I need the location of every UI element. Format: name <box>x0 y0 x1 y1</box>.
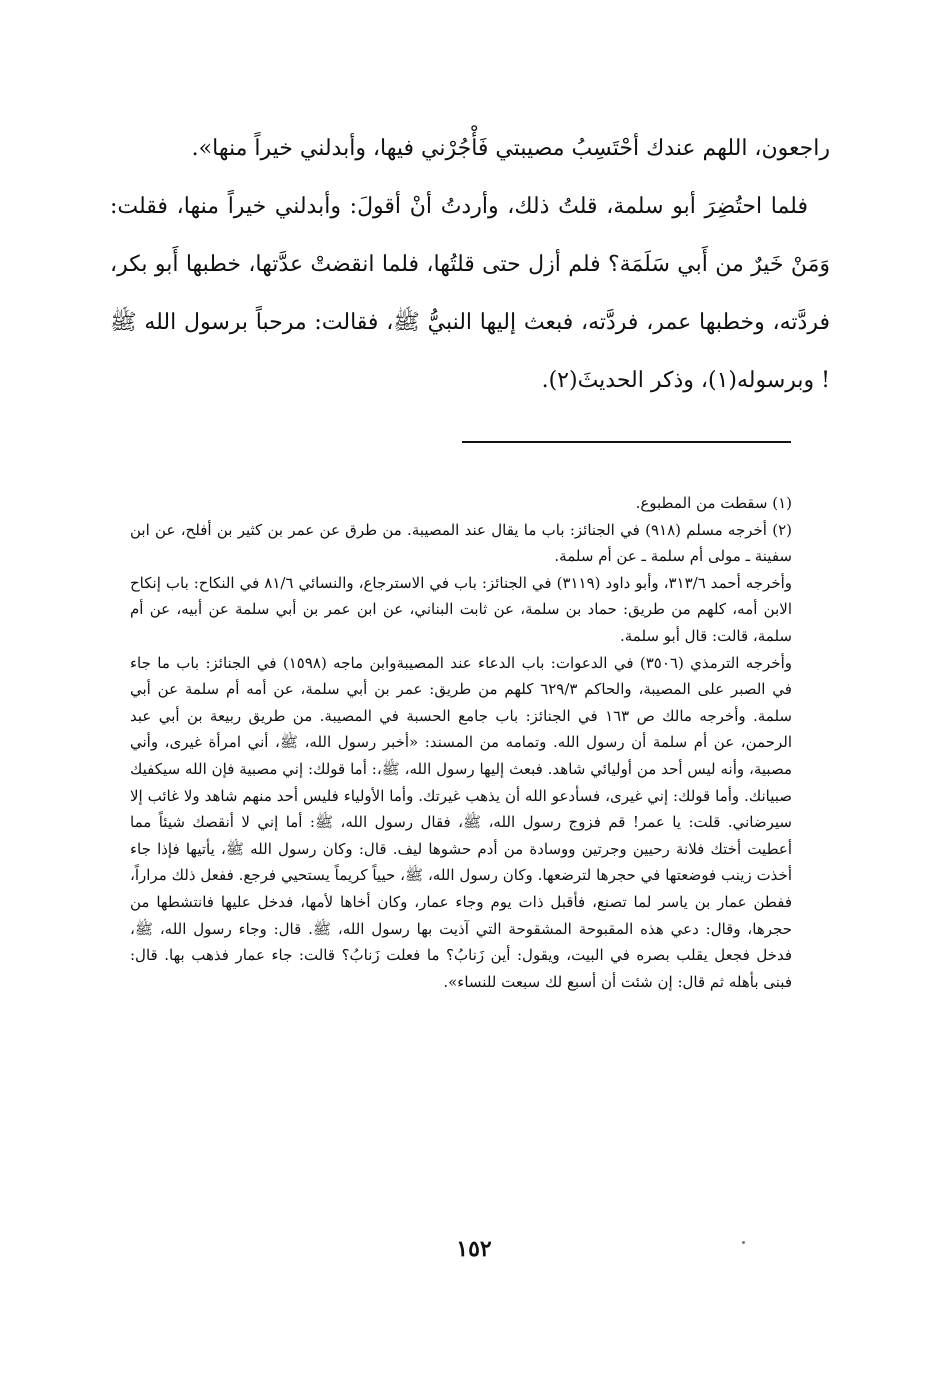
footnote-2-continuation-ahmad: وأخرجه أحمد ٣١٣/٦، وأبو داود (٣١١٩) في الجنائز: باب في الاسترجاع، والنسائي ٨١/٦ في النكاح: باب إنكاح الابن أمه، كلهم من طريق: حماد بن سلمة، عن ثابت البناني، عن ابن عمر بن أبي سلمة عن أبيه، عن أم سلمة، قالت: قال أبو سلمة. <box>130 573 793 645</box>
main-paragraph-2: فلما احتُضِرَ أبو سلمة، قلتُ ذلك، وأردتُ أنْ أقولَ: وأبدلني خيراً منها، فقلت: وَمَنْ خَيرٌ من أَبي سَلَمَة؟ فلم أزل حتى قلتُها، فلما انقضتْ عدَّتها، خطبها أَبو بكر، فردَّته، وخطبها عمر، فردَّته، فبعث إليها النبيُّ ﷺ، فقالت: مرحباً برسول الله ﷺ ! وبرسوله(١)، وذكر الحديثَ(٢). <box>110 194 830 393</box>
main-paragraph-1: راجعون، اللهم عندك أحْتَسِبُ مصيبتي فَأْجُرْني فيها، وأبدلني خيراً منها». <box>191 136 830 161</box>
page-number: ١٥٢ <box>456 1236 492 1262</box>
scan-speck <box>742 1241 745 1244</box>
footnote-1: (١) سقطت من المطبوع. <box>635 494 792 512</box>
footnote-2-continuation-tirmidhi: وأخرجه الترمذي (٣٥٠٦) في الدعوات: باب الدعاء عند المصيبةوابن ماجه (١٥٩٨) في الجنائز: باب ما جاء في الصبر على المصيبة، والحاكم ٦٢٩/٣ كلهم من طريق: عمر بن أبي سلمة، عن أمه أم سلمة عن أبي سلمة. وأخرجه مالك ص ١٦٣ في الجنائز: باب جامع الحسبة في المصيبة. من طريق ربيعة بن أبي عبد الرحمن، عن أم سلمة أن رسول الله. وتمامه من المسند: «أخبر رسول الله، ﷺ، أني امرأة غيرى، وأني مصبية، وأنه ليس أحد من أوليائي شاهد. فبعث إليها رسول الله، ﷺ،: أما قولك: إني مصبية فإن الله سيكفيك صبيانك. وأما قولك: إني غيرى، فسأدعو الله أن يذهب غيرتك. وأما الأولياء فليس أحد منهم شاهد ولا غائب إلا سيرضاني. قلت: يا عمر! قم فزوج رسول الله، ﷺ، فقال رسول الله، ﷺ: أما إني لا أنقصك شيئاً مما أعطيت أختك فلانة رحيين وجرتين ووسادة من أدم حشوها ليف. قال: وكان رسول الله ﷺ، يأتيها فإذا جاء أخذت زينب فوضعتها في حجرها لترضعها. وكان رسول الله، ﷺ، حيياً كريماً يستحيي فرجع. ففعل ذلك مراراً، ففطن عمار بن ياسر لما تصنع، فأقبل ذات يوم وجاء عمار، وكان أخاها لأمها، فدخل عليها فانتشطها من حجرها، وقال: دعي هذه المقبوحة المشقوحة التي آذيت بها رسول الله، ﷺ. قال: وجاء رسول الله، ﷺ، فدخل فجعل يقلب بصره في البيت، ويقول: أين زَنابُ؟ ما فعلت زَنابُ؟ قالت: جاء عمار فذهب بها. قال: فبنى بأهله ثم قال: إن شئت أن أسبع لك سبعت للنساء». <box>130 653 792 991</box>
footnote-2: (٢) أخرجه مسلم (٩١٨) في الجنائز: باب ما يقال عند المصيبة. من طرق عن عمر بن كثير بن أفلح، عن ابن سفينة ـ مولى أم سلمة ـ عن أم سلمة. <box>130 520 793 566</box>
footnotes <box>130 490 792 995</box>
main-text <box>110 120 830 410</box>
footnote-separator <box>462 441 791 443</box>
